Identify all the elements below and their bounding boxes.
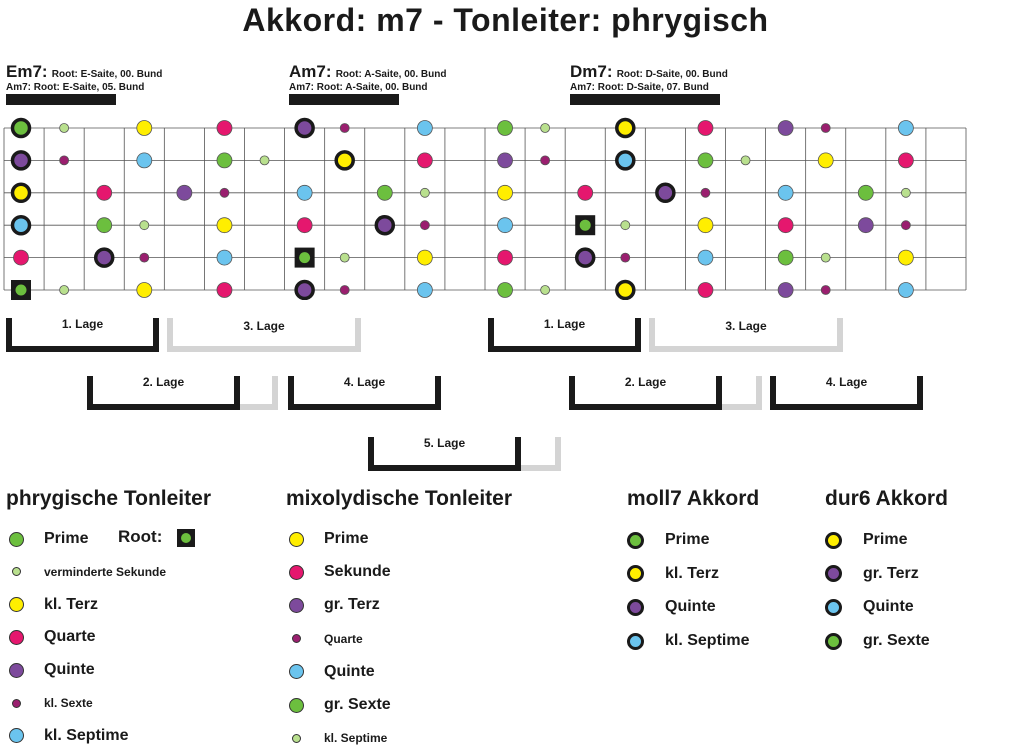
chord-name: Em7: [6,62,48,81]
legend-dot-icon [627,599,644,616]
note-dot-scale [818,153,833,168]
chord-line2: Am7: Root: E-Saite, 05. Bund [6,82,145,93]
note-dot-scale [217,250,232,265]
note-dot-scale [698,121,713,136]
note-dot-chord [13,217,30,234]
legend-item [6,627,266,647]
legend-item [825,530,1011,550]
note-dot-scale [821,124,830,133]
lage-label: 1. Lage [61,317,104,331]
legend-item [286,662,546,682]
root-label: Root: [118,527,163,546]
legend-label: Sekunde [324,563,391,581]
legend-label: Prime [324,530,369,547]
note-dot-root [580,220,591,231]
note-dot-scale [340,286,349,295]
note-dot-chord [376,217,393,234]
legend-item [6,660,266,680]
legend-label: Quinte [863,598,914,616]
note-dot-scale [498,250,513,265]
legend-dot-icon [627,633,644,650]
legend-moll7 [627,487,817,667]
note-dot-scale [498,121,513,136]
lage-5 [368,437,521,471]
legend-label: Prime [863,531,908,548]
legend-label: gr. Terz [863,564,919,582]
legend-dot-icon [289,664,304,679]
note-dot-scale [297,218,312,233]
note-dot-chord [13,120,30,137]
lage-1b [488,318,641,352]
legend-dot-icon [292,634,301,643]
legend-label: Prime [44,530,89,547]
legend-dot-icon [9,728,24,743]
legend-label: kl. Septime [665,632,750,650]
legend-dot-icon [627,565,644,582]
legend-label: verminderte Sekunde [44,564,167,579]
legend-item [286,562,546,582]
legend-dot-icon [289,598,304,613]
note-dot-scale [778,185,793,200]
chord-root: Root: A-Saite, 00. Bund [335,69,447,80]
note-dot-scale [621,253,630,262]
note-dot-scale [621,221,630,230]
note-dot-scale [498,153,513,168]
legend-label: kl. Sexte [44,696,93,710]
note-dot-scale [698,218,713,233]
note-dot-scale [821,286,830,295]
lage-label: 2. Lage [142,375,185,389]
note-dot-scale [60,286,69,295]
note-dot-scale [898,283,913,298]
legend-dur6 [825,487,1005,667]
chord-root: Root: E-Saite, 00. Bund [51,69,163,80]
lage-4a [288,376,441,410]
legend-label: gr. Sexte [863,632,930,650]
note-dot-scale [858,218,873,233]
legend-dot-icon [9,597,24,612]
note-dot-scale [898,250,913,265]
note-dot-scale [821,253,830,262]
chord-root: Root: D-Saite, 00. Bund [616,69,728,80]
note-dot-scale [137,283,152,298]
note-dot-scale [97,185,112,200]
note-dot-scale [417,250,432,265]
note-dot-scale [297,185,312,200]
note-dot-chord [13,184,30,201]
chord-name: Am7: [289,62,332,81]
note-dot-scale [60,124,69,133]
legend-dot-icon [289,698,304,713]
legend-label: Quarte [324,631,363,646]
legend-item [286,529,546,549]
legend-item [6,726,266,746]
note-dot-scale [778,121,793,136]
chord-line2: Am7: Root: A-Saite, 00. Bund [289,82,428,93]
legend-dot-icon [292,734,301,743]
lage-label: 3. Lage [243,319,285,333]
legend-item [286,595,546,615]
note-dot-scale [14,250,29,265]
note-dot-chord [617,152,634,169]
legend-dot-icon [825,532,842,549]
note-dot-root [299,252,310,263]
lage-2a [87,376,240,410]
note-dot-chord [617,120,634,137]
note-dot-chord [13,152,30,169]
legend-label: Prime [665,531,710,548]
note-dot-scale [340,124,349,133]
legend-dot-icon [12,699,21,708]
legend-item [6,529,266,549]
note-dot-scale [541,286,550,295]
note-dot-scale [137,121,152,136]
note-dot-scale [417,121,432,136]
lage-5-tail [521,437,561,471]
lage-3b [649,318,843,352]
lage-2b [569,376,722,410]
legend-item [825,564,1011,584]
legend-dot-icon [825,565,842,582]
note-dot-scale [260,156,269,165]
legend-label: kl. Terz [44,595,98,613]
legend-item [6,595,266,615]
note-dot-scale [901,221,910,230]
note-dot-scale [498,185,513,200]
note-dot-chord [657,184,674,201]
note-dot-scale [898,153,913,168]
note-dot-scale [898,121,913,136]
legend-dot-icon [9,663,24,678]
legend-item [286,695,546,715]
note-dot-chord [96,249,113,266]
note-dot-chord [296,282,313,299]
legend-label: kl. Terz [665,564,719,582]
note-dot-scale [177,185,192,200]
lage-label: 5. Lage [423,436,466,450]
note-dot-scale [778,218,793,233]
note-dot-scale [417,153,432,168]
legend-heading: dur6 Akkord [825,487,948,510]
legend-dot-icon [627,532,644,549]
legend-heading: phrygische Tonleiter [6,487,211,510]
note-dot-scale [140,253,149,262]
note-dot-chord [336,152,353,169]
note-dot-scale [698,283,713,298]
note-dot-scale [698,250,713,265]
note-dot-scale [778,283,793,298]
legend-dot-icon [825,633,842,650]
legend-label: gr. Terz [324,596,380,614]
note-dot-scale [778,250,793,265]
note-dot-scale [498,218,513,233]
legend-item [6,562,266,582]
legend-dot-icon [12,567,21,576]
legend-label: Quinte [665,598,716,616]
note-dot-scale [420,188,429,197]
legend-heading: moll7 Akkord [627,487,760,510]
note-dot-scale [217,153,232,168]
note-dot-scale [217,121,232,136]
lage-label: 4. Lage [825,375,868,389]
note-dot-scale [420,221,429,230]
note-dot-scale [901,188,910,197]
note-dot-scale [578,185,593,200]
note-dot-scale [140,221,149,230]
note-dot-scale [498,283,513,298]
note-dot-scale [701,188,710,197]
chord-line2: Am7: Root: D-Saite, 07. Bund [570,82,709,93]
legend-label: kl. Septime [324,731,388,746]
note-dot-scale [217,283,232,298]
legend-dot-icon [289,532,304,547]
note-dot-chord [617,282,634,299]
note-dot-scale [377,185,392,200]
legend-label: Quinte [44,661,95,679]
legend-item [286,629,546,649]
legend-item [286,728,546,748]
legend-dot-icon [9,532,24,547]
fretboard [0,0,1011,300]
lage-2b-tail [722,376,762,410]
page-title: Akkord: m7 - Tonleiter: phrygisch [242,2,769,38]
legend-heading: mixolydische Tonleiter [286,487,513,510]
lage-label: 2. Lage [624,375,667,389]
note-dot-scale [741,156,750,165]
note-dot-root [16,285,27,296]
note-dot-scale [137,153,152,168]
legend-dot-icon [825,599,842,616]
lage-2a-tail [240,376,278,410]
note-dot-chord [296,120,313,137]
legend-label: Quinte [324,662,375,680]
lage-label: 3. Lage [725,319,767,333]
lage-1a [6,318,159,352]
legend-item [825,597,1011,617]
note-dot-scale [541,156,550,165]
note-dot-scale [220,188,229,197]
legend-label: gr. Sexte [324,696,391,713]
lage-4b [770,376,923,410]
note-dot-scale [60,156,69,165]
legend-mixolydian [286,487,586,752]
lage-3a [167,318,361,352]
legend-dot-icon [289,565,304,580]
chord-name: Dm7: [570,62,613,81]
note-dot-scale [541,124,550,133]
note-dot-scale [340,253,349,262]
note-dot-scale [417,283,432,298]
note-dot-scale [858,185,873,200]
note-dot-scale [698,153,713,168]
note-dot-scale [97,218,112,233]
legend-item [6,693,266,713]
legend-item [825,631,1011,651]
legend-phrygian [6,487,276,752]
lage-label: 4. Lage [343,375,386,389]
lage-label: 1. Lage [543,317,586,331]
note-dot-scale [217,218,232,233]
legend-label: Quarte [44,628,96,646]
note-dot-chord [577,249,594,266]
legend-label: kl. Septime [44,726,129,744]
legend-dot-icon [9,630,24,645]
